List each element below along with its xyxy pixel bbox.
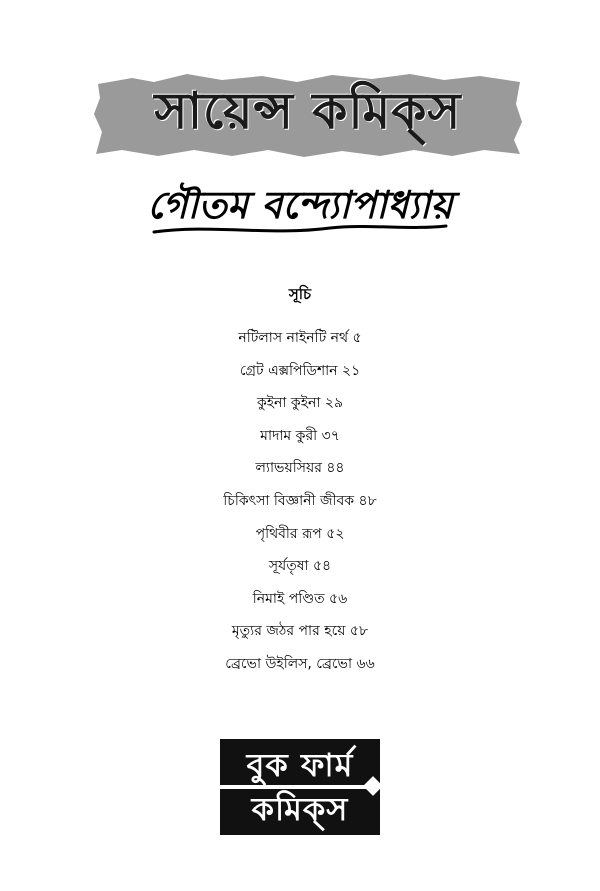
toc-item: মাদাম কুরী ৩৭ [260, 427, 340, 444]
book-title: সায়েন্স কমিক্‌স [154, 80, 462, 140]
toc-item: ব্রেভো উইলিস, ব্রেভো ৬৬ [225, 655, 375, 672]
signature-flourish [150, 222, 450, 238]
toc-item: কুইনা কুইনা ২৯ [256, 395, 344, 412]
publisher-name-line1: বুক ফার্ম [246, 746, 354, 784]
toc-item: গ্রেট এক্সপিডিশান ২১ [239, 362, 361, 379]
title-banner [92, 70, 524, 160]
toc-item: পৃথিবীর রূপ ৫২ [255, 525, 345, 542]
publisher-logo [220, 739, 380, 835]
table-of-contents [0, 322, 600, 681]
toc-item: নটিলাস নাইনটি নর্থ ৫ [238, 330, 362, 346]
author-signature: গৌতম বন্দ্যোপাধ্যায় [147, 182, 453, 227]
toc-item: সূর্যতৃষা ৫৪ [268, 558, 332, 575]
toc-item: নিমাই পণ্ডিত ৫৬ [252, 590, 348, 607]
toc-heading: সূচি [288, 285, 312, 303]
toc-item: ল্যাভয়সিয়র ৪৪ [255, 460, 345, 477]
toc-item: মৃত্যুর জঠর পার হয়ে ৫৮ [231, 623, 369, 640]
toc-item: চিকিৎসা বিজ্ঞানী জীবক ৪৮ [223, 492, 377, 509]
publisher-name-line2: কমিক্‌স [251, 790, 349, 828]
